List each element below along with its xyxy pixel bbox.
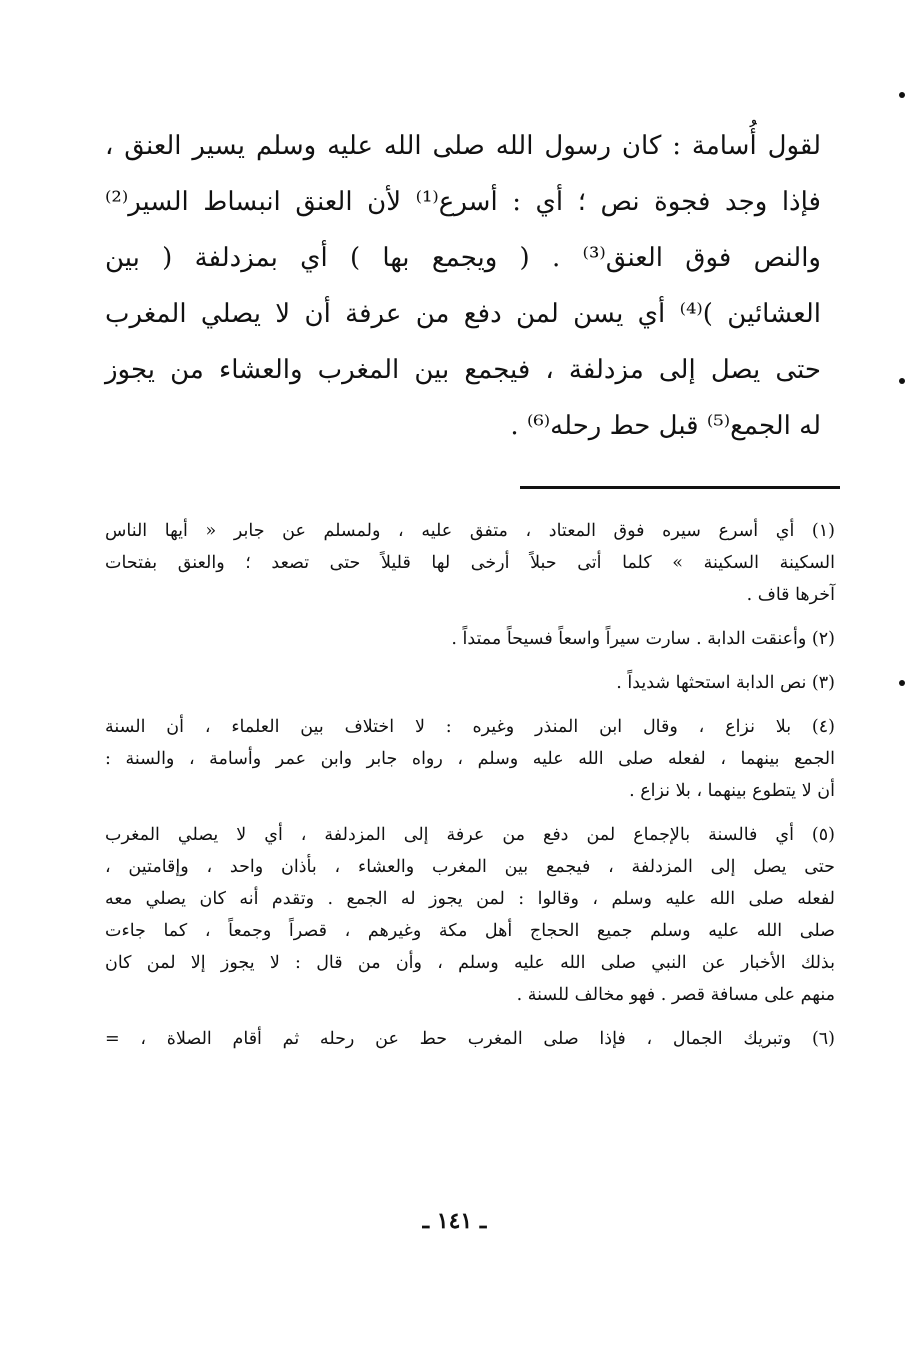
footnote-line: السكينة السكينة » كلما أتى حبلاً أرخى لها قليلاً حتى تصعد ؛ والعنق بفتحات	[105, 553, 835, 573]
footnote-1	[105, 515, 835, 611]
footnote-6	[105, 1023, 835, 1055]
footnote-line: الجمع بينهما ، لفعله صلى الله عليه وسلم ، رواه جابر وابن عمر وأسامة ، والسنة :	[105, 749, 835, 769]
footnote-divider	[520, 486, 840, 489]
main-text-line: العشائين )⁽⁴⁾ أي يسن لمن دفع من عرفة أن لا يصلي المغرب	[105, 299, 821, 329]
footnote-line: (٢) وأعنقت الدابة . سارت سيراً واسعاً فسيحاً ممتداً .	[451, 629, 835, 649]
margin-mark	[899, 92, 905, 98]
footnote-line: بذلك الأخبار عن النبي صلى الله عليه وسلم ، وأن من قال : لا يجوز إلا لمن كان	[105, 953, 835, 973]
footnote-line: أن لا يتطوع بينهما ، بلا نزاع .	[629, 781, 835, 801]
footnote-3	[105, 667, 835, 699]
main-text-line: له الجمع⁽⁵⁾ قبل حط رحله⁽⁶⁾ .	[510, 411, 821, 441]
footnote-line: منهم على مسافة قصر . فهو مخالف للسنة .	[516, 985, 835, 1005]
footnote-line: (٥) أي فالسنة بالإجماع لمن دفع من عرفة إلى المزدلفة ، أي لا يصلي المغرب	[105, 825, 835, 845]
footnote-2	[105, 623, 835, 655]
footnote-line: لفعله صلى الله عليه وسلم ، وقالوا : لمن يجوز له الجمع . وتقدم أنه كان يصلي معه	[105, 889, 835, 909]
margin-mark	[899, 378, 905, 384]
footnote-line: آخرها قاف .	[746, 585, 835, 605]
main-text-line: والنص فوق العنق⁽³⁾ . ( ويجمع بها ) أي بمزدلفة ( بين	[105, 243, 821, 273]
main-text-line: فإذا وجد فجوة نص ؛ أي : أسرع⁽¹⁾ لأن العنق انبساط السير⁽²⁾	[105, 187, 821, 217]
margin-mark	[899, 680, 905, 686]
footnote-line: (١) أي أسرع سيره فوق المعتاد ، متفق عليه ، ولمسلم عن جابر « أيها الناس	[105, 521, 835, 541]
footnote-4	[105, 711, 835, 807]
page-number: ـ ١٤١ ـ	[422, 1208, 487, 1234]
footnote-line: حتى يصل إلى المزدلفة ، فيجمع بين المغرب والعشاء ، بأذان واحد ، وإقامتين ،	[105, 857, 835, 877]
footnote-line: (٤) بلا نزاع ، وقال ابن المنذر وغيره : لا اختلاف بين العلماء ، أن السنة	[105, 717, 835, 737]
footnote-line: (٣) نص الدابة استحثها شديداً .	[616, 673, 835, 693]
main-text-block	[105, 118, 821, 454]
main-text-line: لقول أُسامة : كان رسول الله صلى الله عليه وسلم يسير العنق ،	[105, 131, 821, 161]
footnote-line: صلى الله عليه وسلم جميع الحجاج أهل مكة وغيرهم ، قصراً وجمعاً ، كما جاءت	[105, 921, 835, 941]
main-text-line: حتى يصل إلى مزدلفة ، فيجمع بين المغرب والعشاء من يجوز	[105, 355, 821, 385]
footnote-5	[105, 819, 835, 1011]
footnote-line: (٦) وتبريك الجمال ، فإذا صلى المغرب حط عن رحله ثم أقام الصلاة ، =	[105, 1029, 835, 1049]
footnotes-section	[105, 515, 835, 1067]
